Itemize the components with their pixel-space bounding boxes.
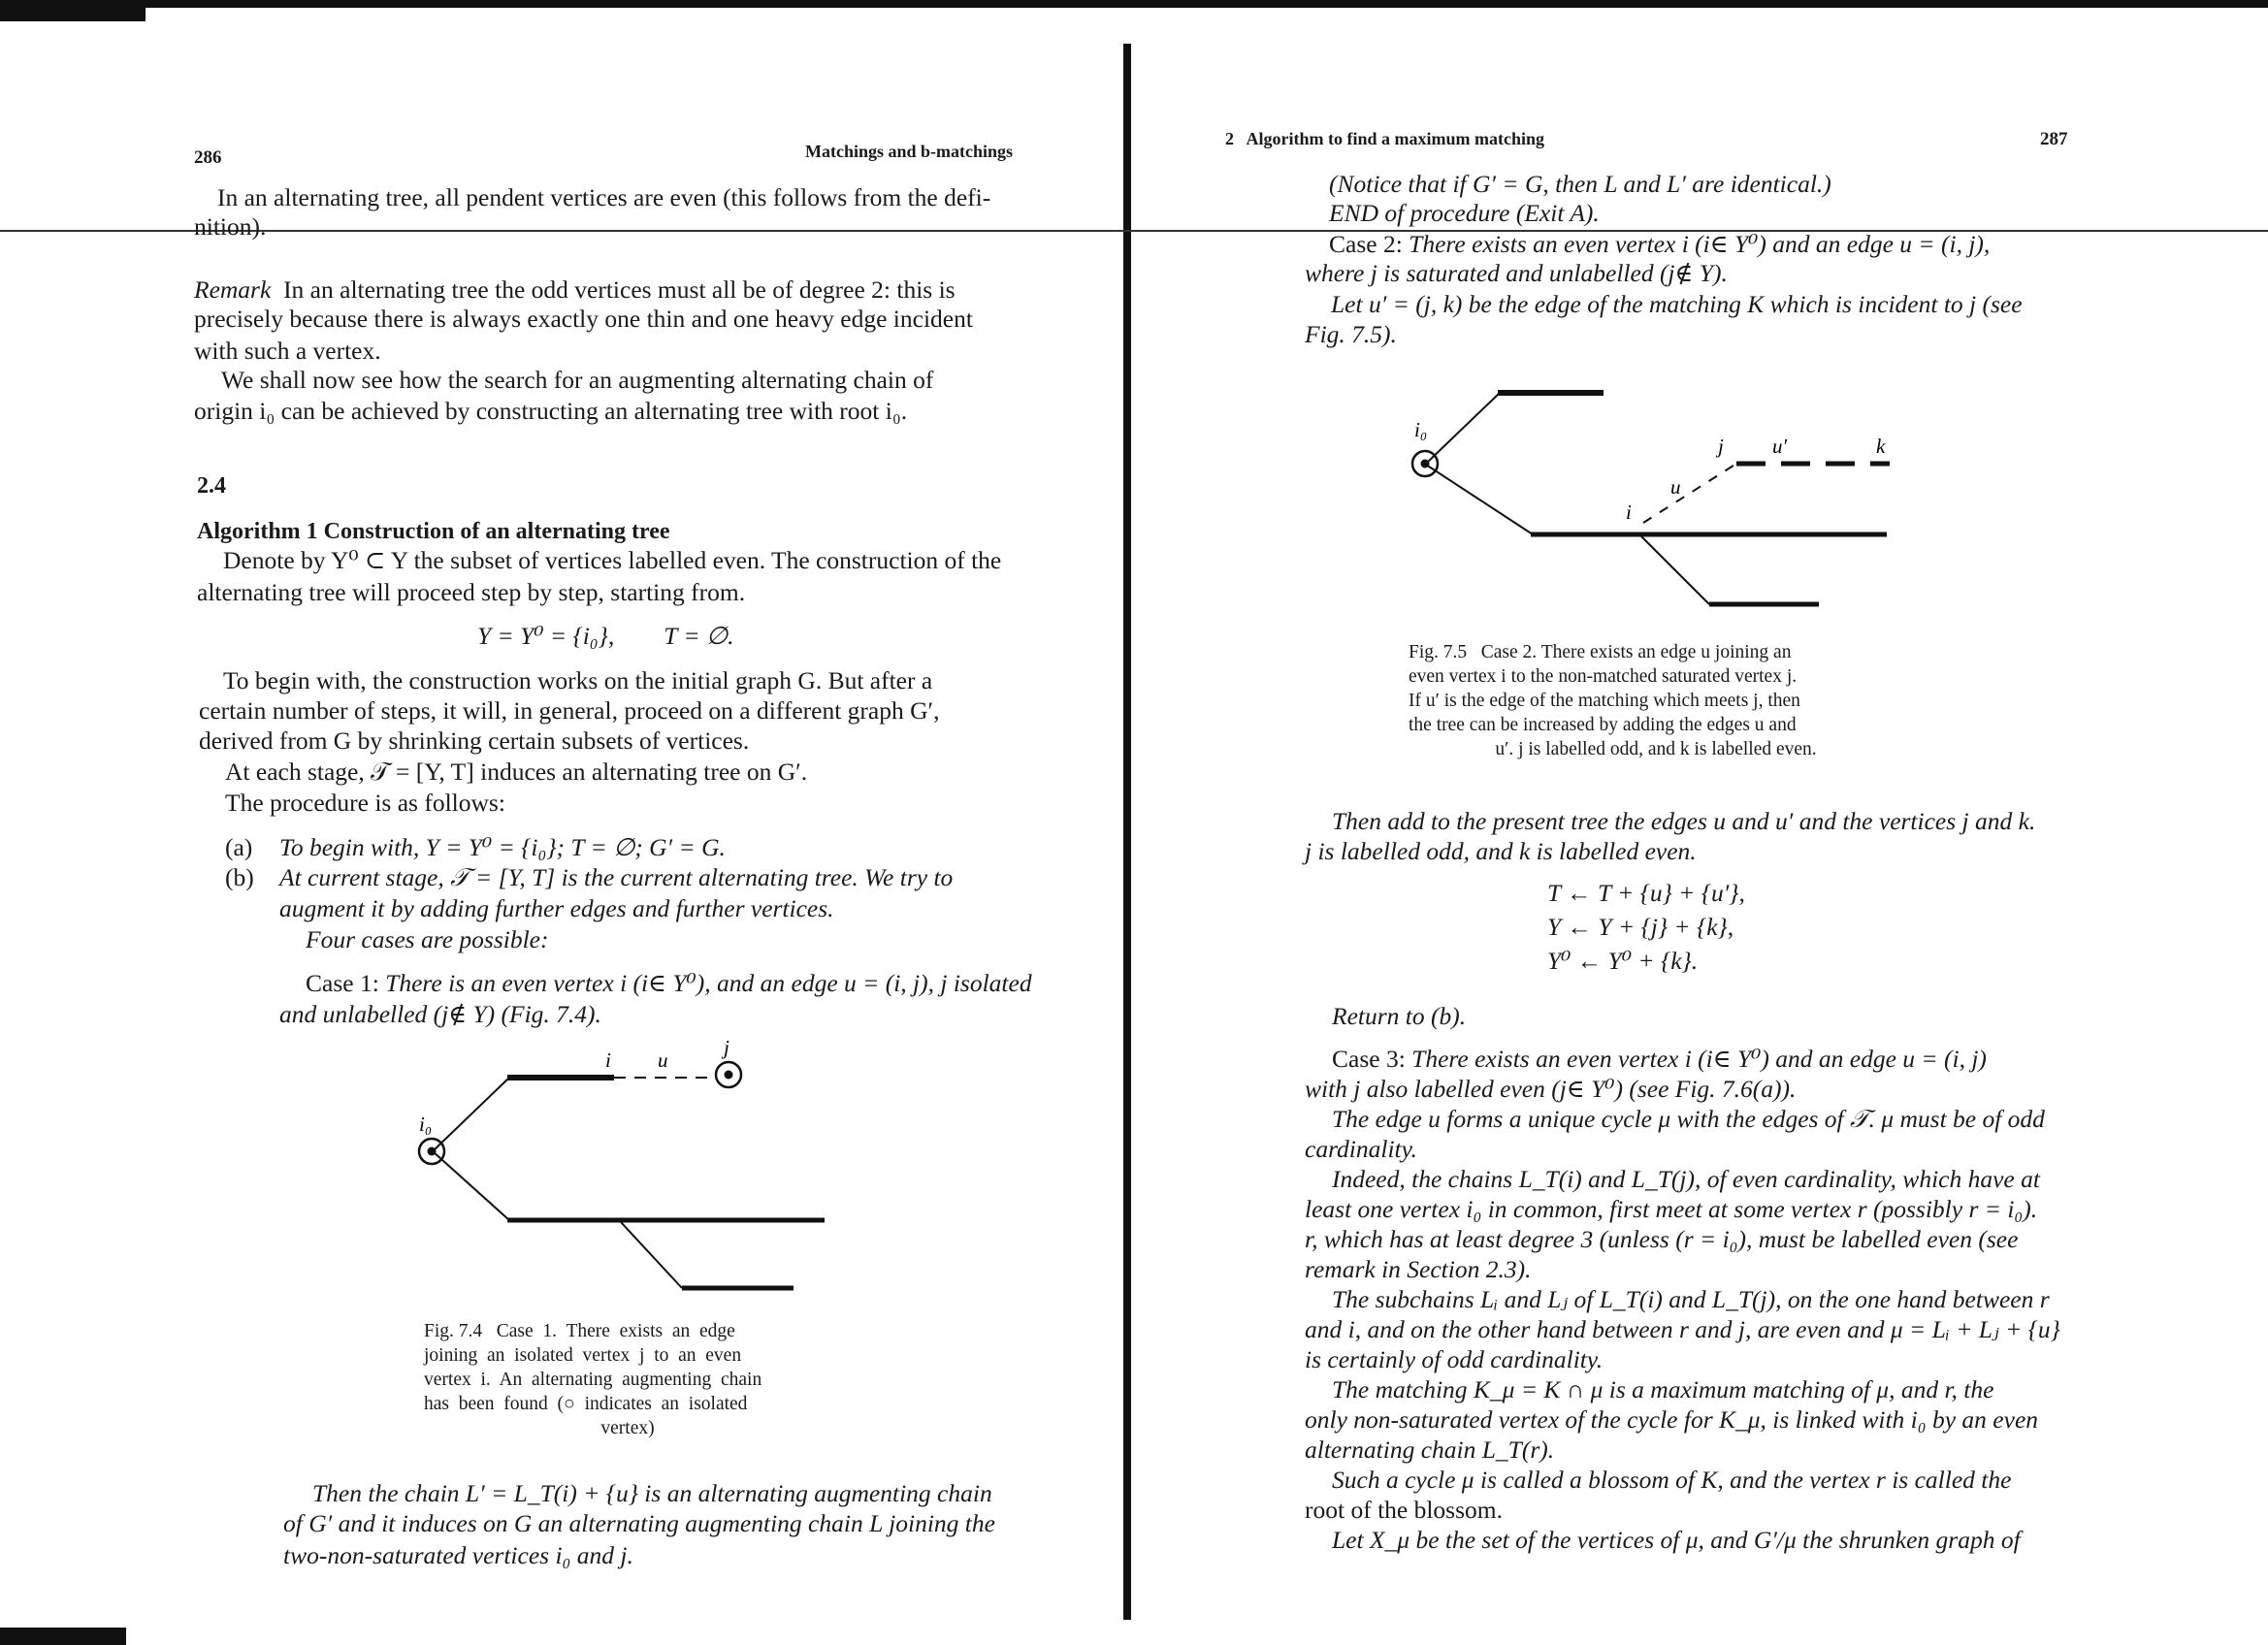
fig74-label-i: i <box>605 1048 611 1072</box>
case3-line-2: with j also labelled even (j∈ Y⁰) (see Fig. 7.6(a)). <box>1305 1075 1797 1103</box>
scan-top-border <box>0 0 2268 8</box>
fig74-caption-line-5: vertex) <box>600 1418 655 1438</box>
fig75-label-i: i <box>1626 500 1632 524</box>
sub-line-1: The subchains Lᵢ and Lⱼ of L_T(i) and L_T(j), on the one hand between r <box>1332 1285 2050 1313</box>
item-b-marker: (b) <box>225 863 254 891</box>
page-gutter <box>1123 44 1131 1620</box>
then-line-3: two-non-saturated vertices i₀ and j. <box>283 1541 633 1569</box>
fig75-caption-line-2: even vertex i to the non-matched saturated vertex j. <box>1409 666 1798 687</box>
item-a-text: To begin with, Y = Y⁰ = {i₀}; T = ∅; G′ = G. <box>279 833 726 861</box>
fig74-edge-root-down <box>433 1151 509 1220</box>
formula-line-1: T ← T + {u} + {u′}, <box>1547 879 1745 907</box>
case1-line-1 <box>306 968 1032 998</box>
search-line-1: We shall now see how the search for an augmenting alternating chain of <box>221 366 934 394</box>
matching-line-1: The matching K_μ = K ∩ μ is a maximum matching of μ, and r, the <box>1332 1375 1994 1403</box>
begin-line-1: To begin with, the construction works on the initial graph G. But after a <box>223 666 933 694</box>
fig75-label-j: j <box>1718 435 1724 458</box>
fig75-label-i0: i₀ <box>1414 418 1428 441</box>
algorithm-title: Algorithm 1 Construction of an alternating tree <box>197 519 670 544</box>
indeed-line-1: Indeed, the chains L_T(i) and L_T(j), of even cardinality, which have at <box>1332 1165 2040 1193</box>
case3-text-1: There exists an even vertex i (i∈ Y⁰) and an edge u = (i, j) <box>1411 1045 1987 1073</box>
intro-line-2: nition). <box>194 212 267 241</box>
let-line-2: Fig. 7.5). <box>1305 320 1397 348</box>
fig74-caption-line-3: vertex i. An alternating augmenting chain <box>424 1370 762 1390</box>
fig75-label-k: k <box>1876 435 1886 458</box>
item-a-marker: (a) <box>225 833 253 861</box>
fig74-edge-root-up <box>433 1078 509 1151</box>
figure-7-4 <box>407 1038 834 1300</box>
remark-line-1 <box>194 274 956 305</box>
fig75-edge-root-down <box>1426 465 1533 534</box>
indeed-line-3: r, which has at least degree 3 (unless (r = i₀), must be labelled even (see <box>1305 1225 2019 1253</box>
four-cases: Four cases are possible: <box>306 925 549 953</box>
let-line-1: Let u′ = (j, k) be the edge of the matching K which is incident to j (see <box>1331 290 2023 318</box>
blossom-line-1: Such a cycle μ is called a blossom of K, and the vertex r is called the <box>1332 1466 2012 1494</box>
cycle-line-2: cardinality. <box>1305 1135 1417 1163</box>
matching-line-2: only non-saturated vertex of the cycle for K_μ, is linked with i₀ by an even <box>1305 1405 2039 1434</box>
stage-line: At each stage, 𝒯 = [Y, T] induces an alternating tree on G′. <box>225 758 808 786</box>
return-line: Return to (b). <box>1332 1002 1467 1030</box>
begin-line-2: certain number of steps, it will, in general, proceed on a different graph G′, <box>199 696 940 725</box>
right-page-number: 287 <box>2040 129 2068 149</box>
case3-label: Case 3: <box>1332 1045 1406 1073</box>
matching-line-3: alternating chain L_T(r). <box>1305 1435 1555 1464</box>
right-running-head: 2 Algorithm to find a maximum matching <box>1225 129 1545 148</box>
left-page-number: 286 <box>194 147 222 168</box>
add-line-2: j is labelled odd, and k is labelled even. <box>1305 837 1697 865</box>
fig75-caption-line-4: the tree can be increased by adding the edges u and <box>1409 715 1797 735</box>
case2-line-2: where j is saturated and unlabelled (j∉ Y). <box>1305 259 1728 287</box>
case1-label: Case 1: <box>306 969 379 997</box>
then-line-1: Then the chain L′ = L_T(i) + {u} is an alternating augmenting chain <box>312 1479 992 1507</box>
start-formula: Y = Y⁰ = {i₀}, T = ∅. <box>477 622 734 650</box>
fig75-caption <box>1409 640 1903 761</box>
fig75-caption-line-3: If u′ is the edge of the matching which meets j, then <box>1409 691 1800 711</box>
case1-text-1: There is an even vertex i (i∈ Y⁰), and an edge u = (i, j), j isolated <box>385 969 1032 997</box>
section-number: 2.4 <box>197 473 226 499</box>
case2-text-1: There exists an even vertex i (i∈ Y⁰) and an edge u = (i, j), <box>1409 230 1991 258</box>
indeed-line-2: least one vertex i₀ in common, first meet at some vertex r (possibly r = i₀). <box>1305 1195 2038 1223</box>
remark-label: Remark <box>194 275 272 304</box>
remark-line-2: precisely because there is always exactly one thin and one heavy edge incident <box>194 305 973 333</box>
fig74-caption-line-4: has been found (○ indicates an isolated <box>424 1394 748 1414</box>
item-b-line-1: At current stage, 𝒯 = [Y, T] is the current alternating tree. We try to <box>279 863 954 891</box>
fig74-caption-line-1: Fig. 7.4 Case 1. There exists an edge <box>424 1321 735 1341</box>
formula-line-3: Y⁰ ← Y⁰ + {k}. <box>1547 947 1699 975</box>
cycle-line-1: The edge u forms a unique cycle μ with the edges of 𝒯. μ must be of odd <box>1332 1105 2045 1133</box>
denote-line-1: Denote by Y⁰ ⊂ Y the subset of vertices labelled even. The construction of the <box>223 546 1002 574</box>
fig75-dashed-u <box>1643 464 1736 523</box>
case1-line-2: and unlabelled (j∉ Y) (Fig. 7.4). <box>279 1000 601 1028</box>
fig74-isolated-vertex-j-dot <box>725 1071 733 1080</box>
fig74-label-j: j <box>724 1038 729 1059</box>
add-line-1: Then add to the present tree the edges u and u′ and the vertices j and k. <box>1332 807 2036 835</box>
fig75-label-u-prime: u′ <box>1772 435 1788 458</box>
fig75-caption-line-5: u′. j is labelled odd, and k is labelled even. <box>1495 739 1817 759</box>
scan-top-left-block <box>0 0 146 21</box>
blossom-line-2: root of the blossom. <box>1305 1496 1503 1524</box>
last-line: Let X_μ be the set of the vertices of μ, and G′/μ the shrunken graph of <box>1332 1526 2021 1554</box>
denote-line-2: alternating tree will proceed step by step, starting from. <box>197 578 746 606</box>
formula-line-2: Y ← Y + {j} + {k}, <box>1547 913 1734 941</box>
case2-line-1 <box>1329 229 1990 259</box>
scan-bottom-left-mark <box>0 1628 126 1645</box>
fig74-label-u: u <box>658 1048 668 1072</box>
sub-line-2: and i, and on the other hand between r and j, are even and μ = Lᵢ + Lⱼ + {u} <box>1305 1315 2060 1343</box>
indeed-line-4: remark in Section 2.3). <box>1305 1255 1532 1283</box>
sub-line-3: is certainly of odd cardinality. <box>1305 1345 1604 1373</box>
case3-line-1 <box>1332 1044 1987 1074</box>
notice-line: (Notice that if G′ = G, then L and L′ are identical.) <box>1329 170 1831 198</box>
fig74-label-i0: i₀ <box>419 1113 433 1136</box>
left-running-head: Matchings and b-matchings <box>805 142 1014 161</box>
end-line: END of procedure (Exit A). <box>1329 199 1600 227</box>
remark-text-1: In an alternating tree the odd vertices must all be of degree 2: this is <box>283 275 956 304</box>
fig75-edge-root-up <box>1426 393 1500 464</box>
then-line-2: of G′ and it induces on G an alternating augmenting chain L joining the <box>283 1509 995 1537</box>
fig74-caption <box>424 1319 831 1440</box>
fig75-label-u: u <box>1670 475 1681 499</box>
case2-label: Case 2: <box>1329 230 1403 258</box>
item-b-line-2: augment it by adding further edges and further vertices. <box>279 894 834 922</box>
fig74-caption-line-2: joining an isolated vertex j to an even <box>424 1345 742 1366</box>
fig74-edge-branch <box>621 1222 682 1288</box>
search-line-2: origin i₀ can be achieved by constructing an alternating tree with root i₀. <box>194 397 908 425</box>
remark-line-3: with such a vertex. <box>194 337 381 365</box>
figure-7-5 <box>1397 373 1921 626</box>
fig75-caption-line-1: Fig. 7.5 Case 2. There exists an edge u joining an <box>1409 642 1792 662</box>
begin-line-3: derived from G by shrinking certain subsets of vertices. <box>199 726 750 755</box>
fig75-edge-branch <box>1641 536 1709 604</box>
intro-line-1: In an alternating tree, all pendent vertices are even (this follows from the defi- <box>217 183 991 211</box>
procedure-line: The procedure is as follows: <box>225 789 505 817</box>
